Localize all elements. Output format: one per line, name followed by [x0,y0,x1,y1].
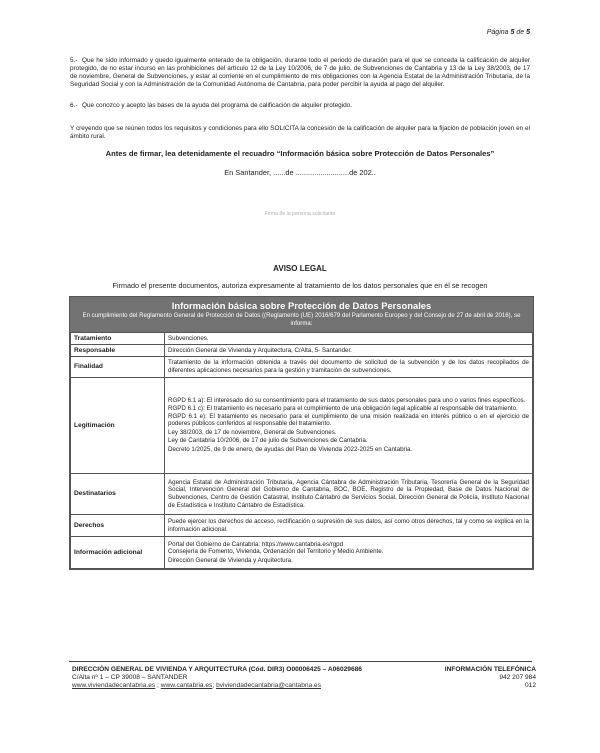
table-row [71,378,533,474]
data-protection-table [70,332,533,569]
page-number [487,29,530,36]
row-line: Agencia Estatal de Administración Tributaria, Agencia Cántabra de Administración Tributaria, Tesorería General de la Seguridad Social, Intervención General del Gobierno de Cantabria, BOC, BOE, Registro de la Propiedad, Base de Datos Nacional de Subvenciones, Centro de Gestión Catastral, Instituto Cántabro de Servicios Social, Dirección General de Policía, Instituto Nacional de Estadística e Instituto Cántabro de Estadística. [168,478,529,509]
footer-street: C/Alta nº 1 – CP 39008 – SANTANDER [72,674,188,681]
footer-divider [69,661,532,662]
footer-phone: 942 207 984 [499,674,536,681]
item-text: Que conozco y acepto las bases de la ayuda del programa de calificación de alquiler protegido. [82,102,352,109]
data-protection-subtitle: En cumplimiento del Reglamento General de Protección de Datos ((Reglamento (UE) 2016/679 del Parlamento Europeo y del Consejo de 27 de abril de 2016), se informa: [82,312,521,327]
footer-info-label: INFORMACIÓN TELEFÓNICA [444,666,536,673]
row-line: Dirección General de Vivienda y Arquitectura, C/Alta, 5- Santander. [168,346,352,354]
row-label: Información adicional [71,537,165,569]
solicita-paragraph: Y creyendo que se reúnen todos los requisitos y condiciones para ello SOLICITA la concesión de la calificación de alquiler para la fijación de población joven en el ámbito rural. [70,125,530,140]
row-label: Derechos [71,515,165,537]
row-label: Legitimación [71,378,165,474]
item-text: Que he sido informado y quedo igualmente enterado de la obligación, durante todo el periodo de duración para el que se conceda la calificación de alquiler protegido, de no estar incurso en las prohibiciones del artículo 12 de la Ley 10/2006, de 7 de julio, de Subvenciones de Cantabria y 13 de la Ley 38/2003, de 17 de noviembre, General de Subvenciones, y estar al corriente en el cumplimiento de mis obligaciones con la Agencia Estatal de la Administración Tributaria, de la Seguridad Social y con la Administración de la Comunidad Autónoma de Cantabria, para poder percibir la ayuda al pago del alquiler. [70,57,530,88]
row-line: Dirección General de Vivienda y Arquitectura. [168,556,293,564]
row-line: Puede ejercer los derechos de acceso, rectificación o supresión de sus datos, así como otros derechos, tal y como se explica en la información adicional. [168,517,529,533]
row-value [165,537,533,569]
row-label: Tratamiento [71,333,165,345]
row-value [165,333,533,345]
page-of: de [516,29,525,36]
table-row [71,345,533,357]
data-protection-title: Información básica sobre Protección de Datos Personales [171,300,432,311]
footer-links [72,682,362,690]
place-date-line: En Santander, ......de ..........................de 202.. [224,168,376,177]
footer-code: 012 [524,682,536,689]
footer-link-vivienda[interactable]: www.viviendadecantabria.es [72,682,156,689]
footer-org: DIRECCIÓN GENERAL DE VIVIENDA Y ARQUITECTURA (Cód. DIR3) O00006425 – A06029686 [72,666,362,673]
row-label: Finalidad [71,357,165,378]
row-line: RGPD 6.1 c): El tratamiento es necesario para el cumplimiento de una obligación legal aplicable al responsable del tratamiento. [168,405,518,413]
signature-caption: Firma de la persona solicitante [264,211,336,217]
row-value [165,345,533,357]
data-protection-header [70,297,533,332]
declaration-item-5 [70,57,530,89]
page-total: 5 [526,29,530,36]
row-line: RGPD 6.1 e): El tratamiento es necesario para el cumplimiento de una misión realizada en interés público o en el ejercicio de poderes públicos conferidos al responsable del tratamiento. [168,412,529,428]
footer-link-cantabria[interactable]: www.cantabria.es [160,682,213,689]
row-line: Subvenciones. [168,334,209,342]
footer-phone-info [445,666,536,690]
row-line: Decreto 1/2025, de 9 de enero, de ayudas del Plan de Vivienda 2022-2025 en Cantabria. [168,445,413,453]
footer-separator: ; [155,682,161,689]
row-label: Destinatarios [71,474,165,515]
footer-address [72,666,362,690]
table-row [71,333,533,345]
data-protection-box [69,296,534,570]
row-line: Tratamiento de la información obtenida a través del documento de solicitud de la subvención y de los datos recopilados de diferentes aplicaciones necesarios para la gestión y tramitación de subvenciones. [168,359,529,374]
row-label: Responsable [71,345,165,357]
legal-notice-heading: AVISO LEGAL [273,264,327,273]
signing-notice: Antes de firmar, lea detenidamente el recuadro “Información básica sobre Protección de Datos Personales” [105,149,495,158]
table-row [71,537,533,569]
row-value [165,357,533,378]
table-row [71,357,533,378]
declaration-item-6 [70,102,530,110]
page-current: 5 [510,29,515,36]
table-row [71,515,533,537]
row-line: Consejería de Fomento, Vivienda, Ordenación del Territorio y Medio Ambiente. [168,548,384,556]
row-value [165,378,533,474]
row-line: Ley de Cantabria 10/2006, de 17 de julio de Subvenciones de Cantabria. [168,437,368,445]
row-line: Ley 38/2003, de 17 de noviembre, General de Subvenciones. [168,428,337,436]
row-value [165,515,533,537]
item-number: 6.- [70,102,78,109]
consent-statement: Firmado el presente documentos, autoriza expresamente al tratamiento de los datos personales que en él se recogen [112,281,488,290]
item-number: 5.- [70,57,78,64]
row-line: RGPD 6.1 a): El interesado dio su consentimiento para el tratamiento de sus datos personales para uno o varios fines específicos. [168,397,526,405]
page-label: Página [486,29,509,36]
footer-separator: ; [212,682,217,689]
row-line: Portal del Gobierno de Cantabria: https://www.cantabria.es/rgpd [168,540,344,548]
row-value [165,474,533,515]
footer-email-link[interactable]: bviviendadecantabria@cantabna.es [216,682,322,689]
table-row [71,474,533,515]
